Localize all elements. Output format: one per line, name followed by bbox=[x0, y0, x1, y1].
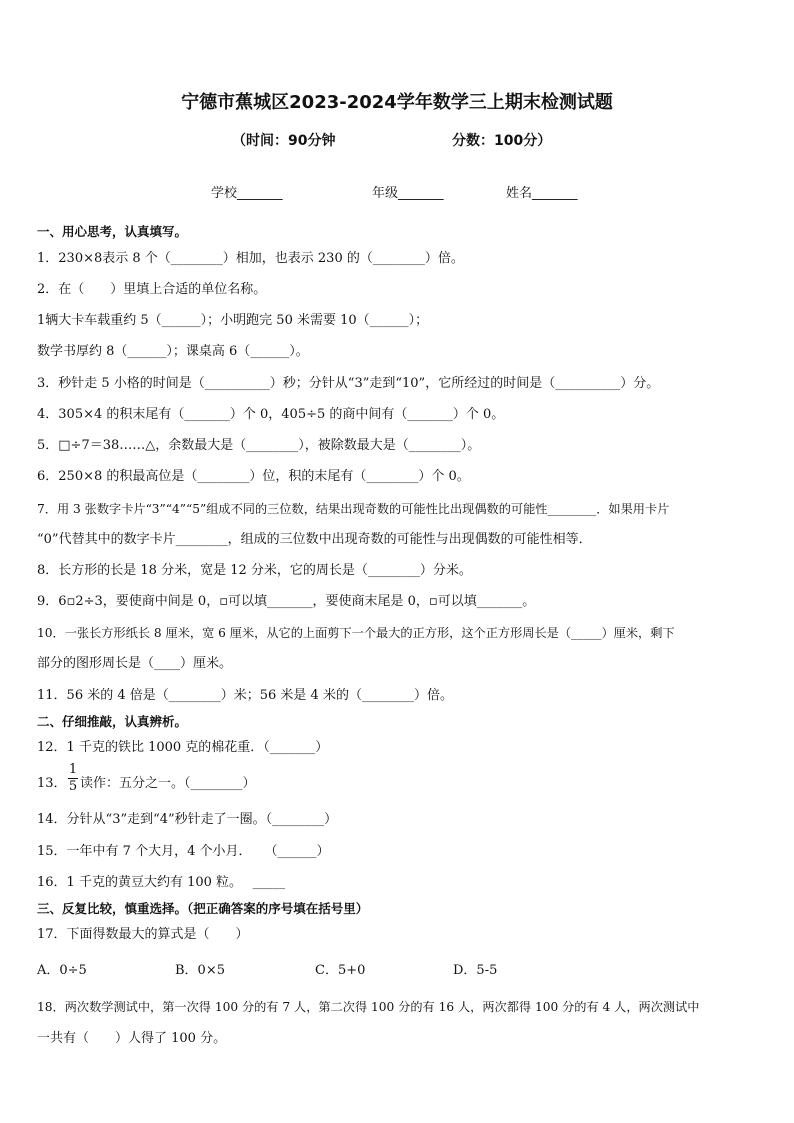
question-11: 11．56 米的 4 倍是（________）米；56 米是 4 米的（________）倍。 bbox=[37, 688, 453, 703]
question-2-line-b: 数学书厚约 8（______）；课桌高 6（______）。 bbox=[37, 344, 309, 359]
question-8: 8．长方形的长是 18 分米，宽是 12 分米，它的周长是（________）分米。 bbox=[37, 563, 472, 578]
section-1-heading: 一、用心思考，认真填写。 bbox=[37, 224, 188, 239]
fraction-numerator: 1 bbox=[68, 762, 78, 777]
question-7-line-b: “0”代替其中的数字卡片________，组成的三位数中出现奇数的可能性与出现偶数的可能性相等． bbox=[37, 532, 592, 547]
question-18-line-b: 一共有（ ）人得了 100 分。 bbox=[37, 1031, 227, 1046]
exam-time: （时间：90分钟 bbox=[232, 133, 336, 149]
grade-field: 年级_______ bbox=[372, 186, 444, 201]
question-7-line-a: 7．用 3 张数字卡片“3”“4”“5”组成不同的三位数，结果出现奇数的可能性比出现偶数的可能性________．如果用卡片 bbox=[37, 502, 670, 516]
question-5: 5．□÷7＝38……△，余数最大是（________），被除数最大是（________）。 bbox=[37, 438, 481, 453]
question-13-text: 读作：五分之一。（________） bbox=[80, 776, 256, 791]
question-6: 6．250×8 的积最高位是（________）位，积的末尾有（________）个 0。 bbox=[37, 469, 470, 484]
name-field: 姓名_______ bbox=[506, 186, 578, 201]
page-title: 宁德市蕉城区2023-2024学年数学三上期末检测试题 bbox=[181, 92, 613, 113]
exam-score: 分数：100分） bbox=[452, 133, 552, 149]
option-b: B．0×5 bbox=[175, 963, 225, 978]
question-18-line-a: 18．两次数学测试中，第一次得 100 分的有 7 人，第二次得 100 分的有 16 人，两次都得 100 分的有 4 人，两次测试中 bbox=[37, 1000, 700, 1014]
question-15: 15．一年中有 7 个大月，4 个小月． （______） bbox=[37, 844, 330, 859]
fraction-one-fifth bbox=[68, 763, 78, 794]
question-10-line-a: 10．一张长方形纸长 8 厘米，宽 6 厘米，从它的上面剪下一个最大的正方形，这个正方形周长是（_____）厘米，剩下 bbox=[37, 626, 675, 640]
question-2-line-a: 1辆大卡车载重约 5（______）；小明跑完 50 米需要 10（______）； bbox=[37, 313, 429, 328]
question-10-line-b: 部分的图形周长是（____）厘米。 bbox=[37, 656, 233, 671]
fraction-denominator: 5 bbox=[68, 779, 78, 794]
school-field: 学校_______ bbox=[211, 186, 283, 201]
question-4: 4．305×4 的积末尾有（_______）个 0，405÷5 的商中间有（_______）个 0。 bbox=[37, 407, 505, 422]
option-a: A．0÷5 bbox=[37, 963, 87, 978]
question-1: 1．230×8表示 8 个（________）相加，也表示 230 的（________）倍。 bbox=[37, 251, 464, 266]
option-d: D．5-5 bbox=[453, 963, 498, 978]
question-16: 16．1 千克的黄豆大约有 100 粒。 _____ bbox=[37, 875, 286, 890]
option-c: C．5+0 bbox=[315, 963, 366, 978]
question-3: 3．秒针走 5 小格的时间是（__________）秒；分针从“3”走到“10”，它所经过的时间是（__________）分。 bbox=[37, 376, 660, 391]
question-17: 17．下面得数最大的算式是（ ） bbox=[37, 927, 249, 942]
question-2: 2．在（ ）里填上合适的单位名称。 bbox=[37, 282, 267, 297]
question-12: 12．1 千克的铁比 1000 克的棉花重．（_______） bbox=[37, 740, 329, 755]
section-3-heading: 三、反复比较，慎重选择。（把正确答案的序号填在括号里） bbox=[37, 901, 369, 916]
question-9: 9．6▫2÷3，要使商中间是 0，▫可以填_______，要使商末尾是 0，▫可以填_______。 bbox=[37, 594, 536, 609]
question-14: 14．分针从“3”走到“4”秒针走了一圈。（________） bbox=[37, 812, 338, 827]
section-2-heading: 二、仔细推敲，认真辨析。 bbox=[37, 714, 188, 729]
question-13-number: 13． bbox=[37, 776, 67, 791]
